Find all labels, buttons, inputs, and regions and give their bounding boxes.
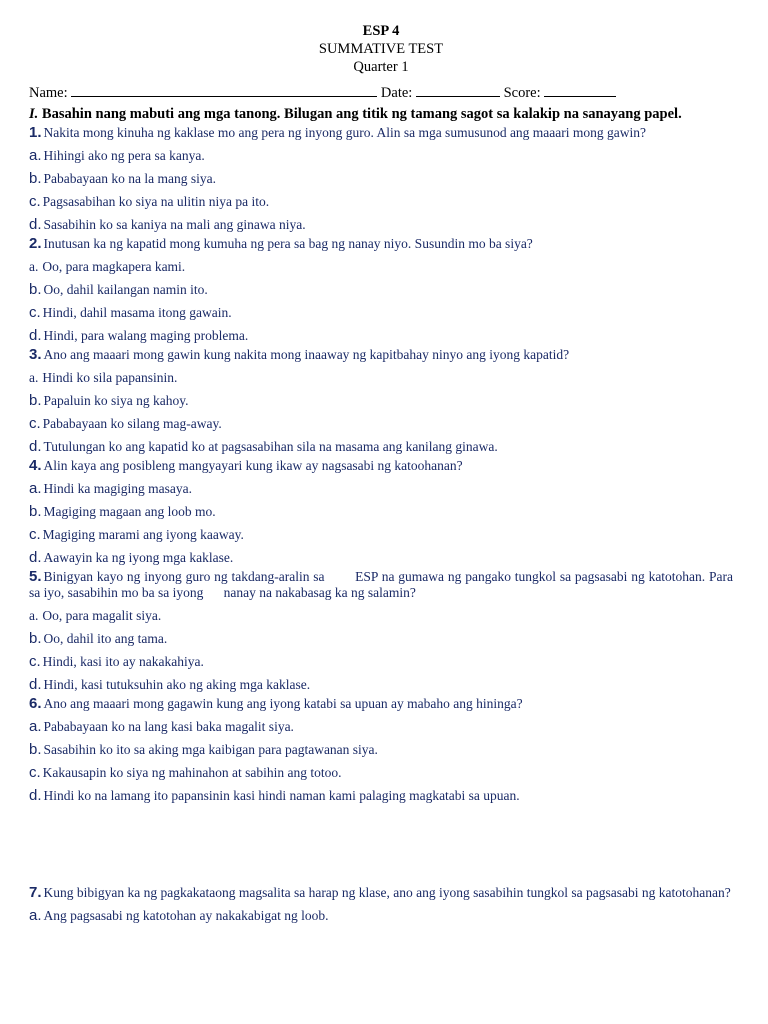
choice-letter: d. bbox=[29, 438, 42, 455]
question-number: 1. bbox=[29, 124, 42, 141]
choice-letter: d. bbox=[29, 327, 42, 344]
question-5 bbox=[29, 568, 737, 601]
question-4 bbox=[29, 458, 733, 474]
subject-title: ESP 4 bbox=[362, 23, 400, 39]
choice-text: Pagsasabihan ko siya na ulitin niya pa ito. bbox=[42, 194, 270, 209]
name-blank[interactable] bbox=[71, 84, 377, 97]
choice-text: Hihingi ako ng pera sa kanya. bbox=[43, 148, 205, 163]
choice-6-b[interactable] bbox=[29, 742, 733, 758]
page-gap bbox=[29, 804, 733, 882]
question-6 bbox=[29, 696, 733, 712]
question-2 bbox=[29, 236, 733, 252]
choice-2-a[interactable] bbox=[29, 259, 733, 275]
question-number: 3. bbox=[29, 346, 42, 363]
choice-letter: b. bbox=[29, 170, 42, 187]
choice-letter: a. bbox=[29, 480, 42, 497]
date-blank[interactable] bbox=[416, 84, 500, 97]
choice-letter: a. bbox=[29, 718, 42, 735]
test-page bbox=[29, 22, 737, 924]
question-number: 5. bbox=[29, 568, 42, 585]
choice-letter: d. bbox=[29, 787, 42, 804]
choice-3-a[interactable] bbox=[29, 370, 733, 386]
name-label: Name: bbox=[29, 85, 68, 101]
choice-letter: c. bbox=[29, 653, 41, 670]
choice-letter: b. bbox=[29, 503, 42, 520]
choice-6-a[interactable] bbox=[29, 719, 733, 735]
choice-text: Oo, dahil ito ang tama. bbox=[43, 631, 168, 646]
choice-letter: c. bbox=[29, 764, 41, 781]
choice-letter: d. bbox=[29, 549, 42, 566]
choice-letter: c. bbox=[29, 193, 41, 210]
question-number: 4. bbox=[29, 457, 42, 474]
choice-text: Magiging magaan ang loob mo. bbox=[43, 504, 216, 519]
choice-3-b[interactable] bbox=[29, 393, 733, 409]
question-number: 7. bbox=[29, 884, 42, 901]
question-text: Nakita mong kinuha ng kaklase mo ang pera ng inyong guro. Alin sa mga sumusunod ang maaari mong gawin? bbox=[43, 125, 647, 140]
choice-5-d[interactable] bbox=[29, 677, 733, 693]
choice-letter: a. bbox=[29, 147, 42, 164]
question-7 bbox=[29, 885, 733, 901]
choice-text: Sasabihin ko sa kaniya na mali ang ginawa niya. bbox=[43, 217, 306, 232]
choice-5-a[interactable] bbox=[29, 608, 733, 624]
choice-letter: a. bbox=[29, 370, 39, 385]
choice-text: Magiging marami ang iyong kaaway. bbox=[42, 527, 244, 542]
choice-text: Hindi, dahil masama itong gawain. bbox=[42, 305, 232, 320]
choice-text: Oo, dahil kailangan namin ito. bbox=[43, 282, 208, 297]
choice-3-c[interactable] bbox=[29, 416, 733, 432]
choice-3-d[interactable] bbox=[29, 439, 733, 455]
instruction-roman: I. bbox=[29, 106, 39, 122]
choice-4-d[interactable] bbox=[29, 550, 733, 566]
choice-letter: d. bbox=[29, 216, 42, 233]
choice-text: Pababayaan ko na lang kasi baka magalit siya. bbox=[43, 719, 294, 734]
choice-4-a[interactable] bbox=[29, 481, 733, 497]
choice-5-c[interactable] bbox=[29, 654, 733, 670]
choice-text: Oo, para magalit siya. bbox=[42, 608, 162, 623]
question-text: Binigyan kayo ng inyong guro ng takdang-aralin sa ESP na gumawa ng pangako tungkol sa pagsasabi ng katotohan. Para sa iyo, sasabihin mo ba sa iyong nanay na nakabasag ka ng salamin? bbox=[29, 569, 737, 600]
choice-text: Hindi ka magiging masaya. bbox=[43, 481, 192, 496]
choice-letter: a. bbox=[29, 608, 39, 623]
choice-2-d[interactable] bbox=[29, 328, 733, 344]
document-header bbox=[29, 22, 733, 76]
date-label: Date: bbox=[380, 85, 413, 101]
choice-4-c[interactable] bbox=[29, 527, 733, 543]
test-title: SUMMATIVE TEST bbox=[318, 41, 444, 57]
choice-letter: b. bbox=[29, 281, 42, 298]
choice-1-d[interactable] bbox=[29, 217, 733, 233]
choice-text: Aawayin ka ng iyong mga kaklase. bbox=[43, 550, 234, 565]
choice-text: Pababayaan ko silang mag-away. bbox=[42, 416, 222, 431]
student-info-line bbox=[29, 84, 733, 102]
quarter-label: Quarter 1 bbox=[353, 59, 409, 75]
choice-letter: a. bbox=[29, 259, 39, 274]
choice-2-b[interactable] bbox=[29, 282, 733, 298]
choice-letter: a. bbox=[29, 907, 42, 924]
choice-letter: c. bbox=[29, 304, 41, 321]
choice-1-a[interactable] bbox=[29, 148, 733, 164]
choice-text: Hindi ko sila papansinin. bbox=[42, 370, 178, 385]
choice-text: Papaluin ko siya ng kahoy. bbox=[43, 393, 189, 408]
choice-text: Oo, para magkapera kami. bbox=[42, 259, 186, 274]
score-label: Score: bbox=[503, 85, 541, 101]
choice-text: Hindi, para walang maging problema. bbox=[43, 328, 249, 343]
choice-5-b[interactable] bbox=[29, 631, 733, 647]
question-3 bbox=[29, 347, 733, 363]
question-list bbox=[29, 124, 737, 924]
choice-letter: c. bbox=[29, 526, 41, 543]
question-text: Ano ang maaari mong gawin kung nakita mong inaaway ng kapitbahay ninyo ang iyong kapatid? bbox=[43, 347, 570, 362]
question-1 bbox=[29, 125, 733, 141]
score-blank[interactable] bbox=[544, 84, 616, 97]
choice-7-a[interactable] bbox=[29, 908, 733, 924]
choice-text: Tutulungan ko ang kapatid ko at pagsasabihan sila na masama ang kanilang ginawa. bbox=[43, 439, 498, 454]
choice-letter: c. bbox=[29, 415, 41, 432]
choice-text: Kakausapin ko siya ng mahinahon at sabihin ang totoo. bbox=[42, 765, 342, 780]
question-text: Inutusan ka ng kapatid mong kumuha ng pera sa bag ng nanay niyo. Susundin mo ba siya? bbox=[43, 236, 533, 251]
choice-6-d[interactable] bbox=[29, 788, 733, 804]
choice-text: Pababayaan ko na la mang siya. bbox=[43, 171, 216, 186]
instruction-text: Basahin nang mabuti ang mga tanong. Bilugan ang titik ng tamang sagot sa kalakip na sanayang papel. bbox=[41, 106, 682, 122]
choice-1-c[interactable] bbox=[29, 194, 733, 210]
question-number: 6. bbox=[29, 695, 42, 712]
choice-text: Hindi ko na lamang ito papansinin kasi hindi naman kami palaging magkatabi sa upuan. bbox=[43, 788, 520, 803]
question-text: Ano ang maaari mong gagawin kung ang iyong katabi sa upuan ay mabaho ang hininga? bbox=[43, 696, 523, 711]
instruction bbox=[29, 106, 733, 122]
choice-6-c[interactable] bbox=[29, 765, 733, 781]
question-text: Kung bibigyan ka ng pagkakataong magsalita sa harap ng klase, ano ang iyong sasabihin tungkol sa pagsasabi ng katotohanan? bbox=[43, 885, 731, 900]
question-text: Alin kaya ang posibleng mangyayari kung ikaw ay nagsasabi ng katoohanan? bbox=[43, 458, 463, 473]
choice-text: Hindi, kasi tutuksuhin ako ng aking mga kaklase. bbox=[43, 677, 311, 692]
choice-letter: b. bbox=[29, 392, 42, 409]
choice-text: Hindi, kasi ito ay nakakahiya. bbox=[42, 654, 204, 669]
choice-text: Ang pagsasabi ng katotohan ay nakakabigat ng loob. bbox=[43, 908, 329, 923]
choice-text: Sasabihin ko ito sa aking mga kaibigan para pagtawanan siya. bbox=[43, 742, 378, 757]
choice-2-c[interactable] bbox=[29, 305, 733, 321]
choice-letter: b. bbox=[29, 630, 42, 647]
question-number: 2. bbox=[29, 235, 42, 252]
choice-1-b[interactable] bbox=[29, 171, 733, 187]
choice-letter: d. bbox=[29, 676, 42, 693]
choice-letter: b. bbox=[29, 741, 42, 758]
choice-4-b[interactable] bbox=[29, 504, 733, 520]
